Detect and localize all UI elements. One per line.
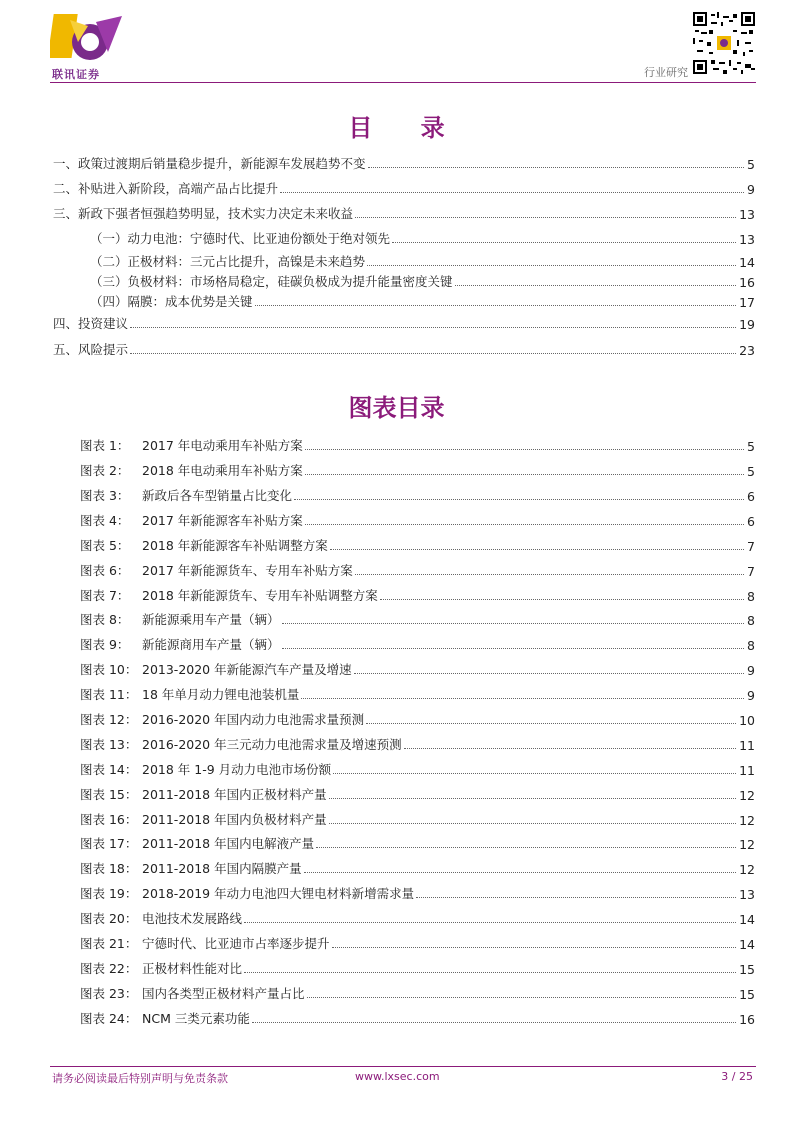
figure-list-item[interactable]: 图表 13： 2016-2020 年三元动力电池需求量及增速预测 11 (80, 737, 755, 753)
toc-subitem[interactable]: （二）正极材料：三元占比提升，高镍是未来趋势 14 (90, 254, 755, 270)
figure-list-item[interactable]: 图表 9： 新能源商用车产量（辆） 8 (80, 637, 755, 653)
toc-item[interactable]: 五、风险提示 23 (53, 342, 755, 358)
figure-list-title: 图表目录 (348, 394, 445, 422)
toc-item[interactable]: 二、补贴进入新阶段，高端产品占比提升 9 (53, 181, 755, 197)
figure-list-item[interactable]: 图表 14： 2018 年 1-9 月动力电池市场份额 11 (80, 762, 755, 778)
toc-subitem[interactable]: （三）负极材料：市场格局稳定，硅碳负极成为提升能量密度关键 16 (90, 274, 755, 290)
qr-code-icon (693, 12, 755, 74)
logo-text: 联讯证券 (52, 68, 100, 81)
figure-list-item[interactable]: 图表 15： 2011-2018 年国内正极材料产量 12 (80, 787, 755, 803)
figure-list-item[interactable]: 图表 18： 2011-2018 年国内隔膜产量 12 (80, 861, 755, 877)
figure-list-item[interactable]: 图表 12： 2016-2020 年国内动力电池需求量预测 10 (80, 712, 755, 728)
toc-item[interactable]: 四、投资建议 19 (53, 316, 755, 332)
figure-list-item[interactable]: 图表 23： 国内各类型正极材料产量占比 15 (80, 986, 755, 1002)
figure-list-item[interactable]: 图表 1： 2017 年电动乘用车补贴方案 5 (80, 438, 755, 454)
figure-list-item[interactable]: 图表 11： 18 年单月动力锂电池装机量 9 (80, 687, 755, 703)
company-logo-icon (50, 12, 124, 68)
figure-list-item[interactable]: 图表 16： 2011-2018 年国内负极材料产量 12 (80, 812, 755, 828)
figure-list-item[interactable]: 图表 8： 新能源乘用车产量（辆） 8 (80, 612, 755, 628)
figure-list-item[interactable]: 图表 19： 2018-2019 年动力电池四大锂电材料新增需求量 13 (80, 886, 755, 902)
toc-subitem[interactable]: （一）动力电池：宁德时代、比亚迪份额处于绝对领先 13 (90, 231, 755, 247)
figure-list-item[interactable]: 图表 7： 2018 年新能源货车、专用车补贴调整方案 8 (80, 588, 755, 604)
disclaimer-link[interactable]: 请务必阅读最后特别声明与免责条款 (52, 1072, 228, 1085)
figure-list-item[interactable]: 图表 6： 2017 年新能源货车、专用车补贴方案 7 (80, 563, 755, 579)
figure-list-item[interactable]: 图表 20： 电池技术发展路线 14 (80, 911, 755, 927)
page-number: 3 / 25 (721, 1070, 753, 1083)
figure-list-item[interactable]: 图表 17： 2011-2018 年国内电解液产量 12 (80, 836, 755, 852)
page-header (0, 0, 793, 90)
toc-item[interactable]: 一、政策过渡期后销量稳步提升，新能源车发展趋势不变 5 (53, 156, 755, 172)
figure-list-item[interactable]: 图表 2： 2018 年电动乘用车补贴方案 5 (80, 463, 755, 479)
figure-list-item[interactable]: 图表 3： 新政后各车型销量占比变化 6 (80, 488, 755, 504)
figure-list-item[interactable]: 图表 22： 正极材料性能对比 15 (80, 961, 755, 977)
figure-list-item[interactable]: 图表 24： NCM 三类元素功能 16 (80, 1011, 755, 1027)
figure-list-item[interactable]: 图表 21： 宁德时代、比亚迪市占率逐步提升 14 (80, 936, 755, 952)
toc-subitem[interactable]: （四）隔膜：成本优势是关键 17 (90, 294, 755, 310)
report-category: 行业研究 (644, 66, 688, 79)
header-divider (50, 82, 756, 83)
figure-list-item[interactable]: 图表 5： 2018 年新能源客车补贴调整方案 7 (80, 538, 755, 554)
figure-list-item[interactable]: 图表 10： 2013-2020 年新能源汽车产量及增速 9 (80, 662, 755, 678)
website-link[interactable]: www.lxsec.com (355, 1070, 440, 1083)
toc-title: 目 录 (348, 114, 465, 142)
footer-divider (50, 1066, 756, 1067)
figure-list-item[interactable]: 图表 4： 2017 年新能源客车补贴方案 6 (80, 513, 755, 529)
toc-item[interactable]: 三、新政下强者恒强趋势明显，技术实力决定未来收益 13 (53, 206, 755, 222)
